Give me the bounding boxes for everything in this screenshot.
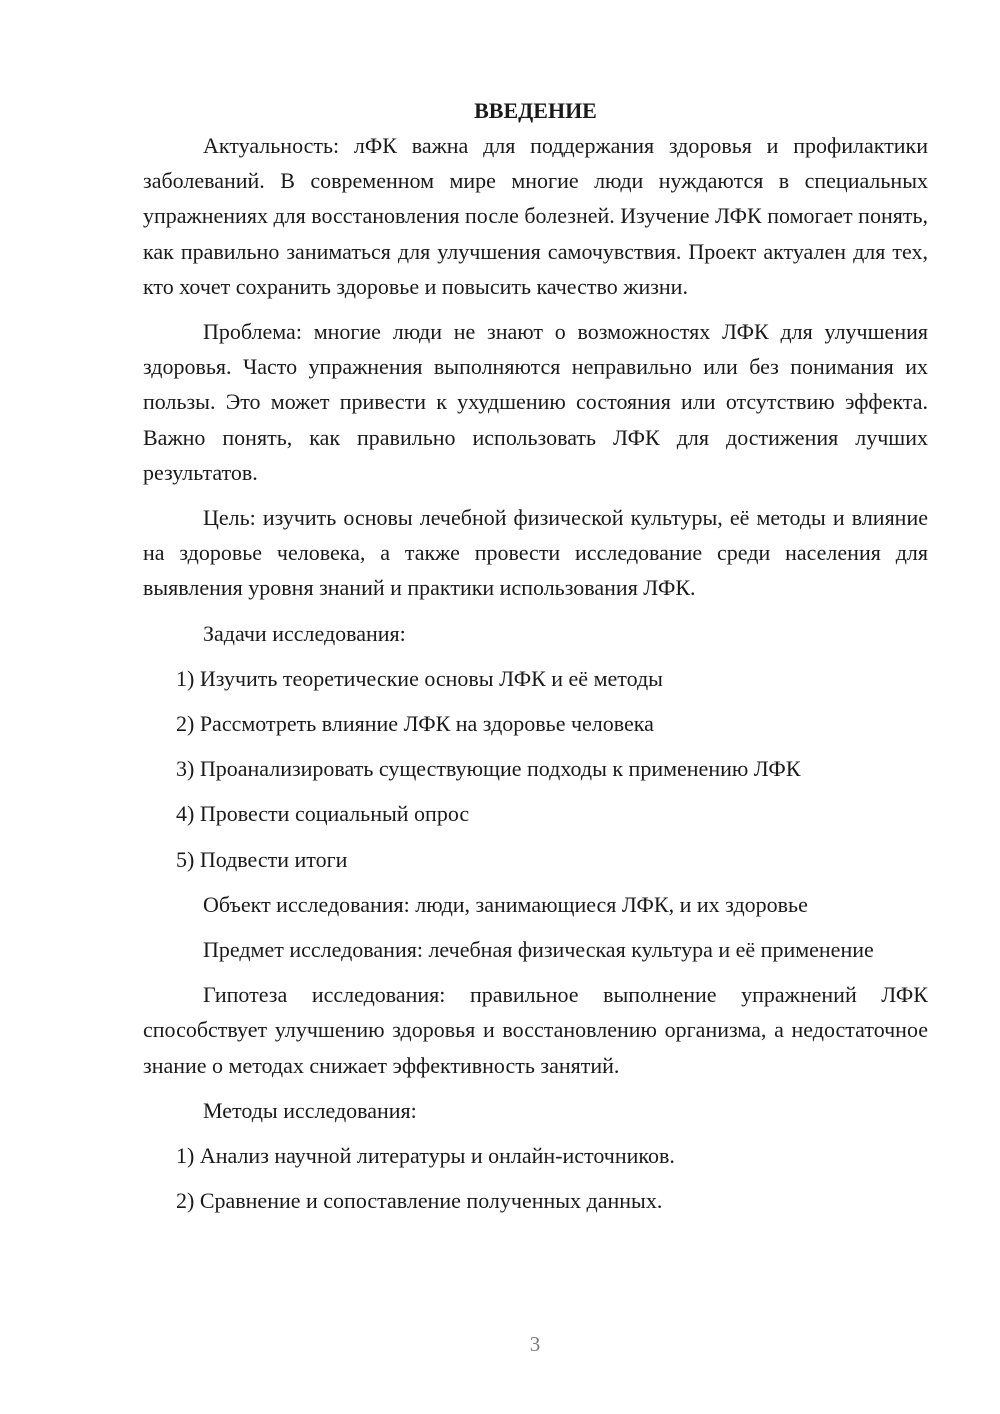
- task-item: 2) Рассмотреть влияние ЛФК на здоровье человека: [176, 711, 654, 737]
- task-item: 5) Подвести итоги: [176, 846, 348, 872]
- task-item: 3) Проанализировать существующие подходы к применению ЛФК: [176, 756, 801, 782]
- relevance-paragraph: Актуальность: лФК важна для поддержания здоровья и профилактики заболеваний. В современном мире многие люди нуждаются в специальных упражнениях для восстановления после болезней. Изучение ЛФК помогает понять, как правильно заниматься для улучшения самочувствия. Проект актуален для тех, кто хочет сохранить здоровье и повысить качество жизни.: [143, 133, 928, 299]
- tasks-list: [143, 661, 928, 877]
- hypothesis-paragraph: Гипотеза исследования: правильное выполнение упражнений ЛФК способствует улучшению здоровья и восстановлению организма, а недостаточное знание о методах снижает эффективность занятий.: [143, 982, 928, 1078]
- task-item: 1) Изучить теоретические основы ЛФК и её методы: [176, 665, 663, 691]
- methods-heading: Методы исследования:: [203, 1097, 417, 1123]
- document-title: ВВЕДЕНИЕ: [474, 98, 597, 123]
- method-item: 1) Анализ научной литературы и онлайн-источников.: [176, 1143, 675, 1169]
- methods-list: [143, 1138, 928, 1218]
- goal-paragraph: Цель: изучить основы лечебной физической культуры, её методы и влияние на здоровье человека, а также провести исследование среди населения для выявления уровня знаний и практики использования ЛФК.: [143, 505, 928, 601]
- tasks-heading: Задачи исследования:: [203, 620, 406, 646]
- object-line: Объект исследования: люди, занимающиеся ЛФК, и их здоровье: [203, 891, 808, 917]
- document-page: [143, 93, 928, 1228]
- method-item: 2) Сравнение и сопоставление полученных данных.: [176, 1188, 663, 1214]
- page-number: 3: [529, 1332, 541, 1356]
- task-item: 4) Провести социальный опрос: [176, 801, 470, 827]
- problem-paragraph: Проблема: многие люди не знают о возможностях ЛФК для улучшения здоровья. Часто упражнения выполняются неправильно или без понимания их пользы. Это может привести к ухудшению состояния или отсутствию эффекта. Важно понять, как правильно использовать ЛФК для достижения лучших результатов.: [143, 319, 928, 485]
- subject-paragraph: Предмет исследования: лечебная физическая культура и её применение: [203, 937, 874, 963]
